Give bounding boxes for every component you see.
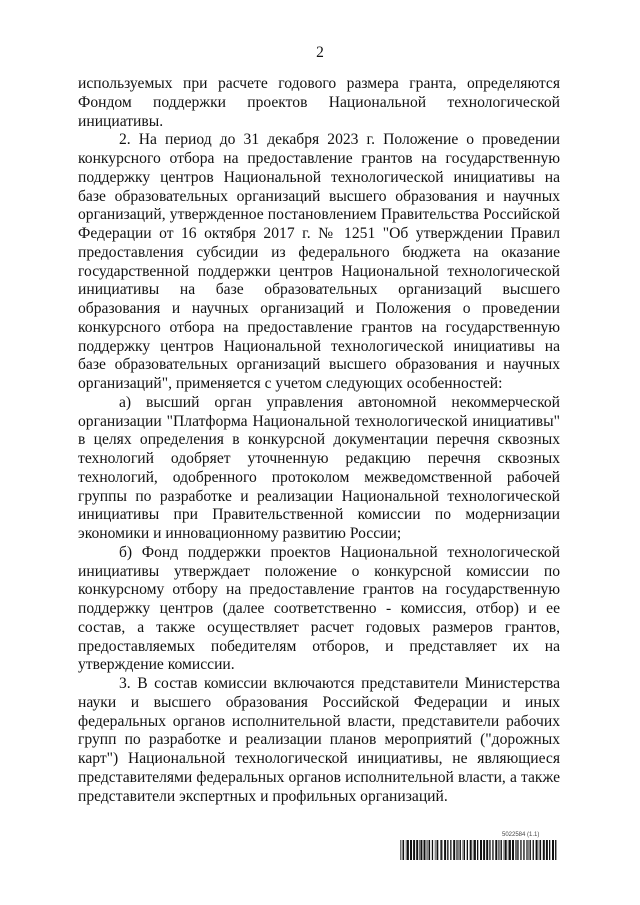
paragraph-subitem-a: а) высший орган управления автономной некоммерческой организации "Платформа Национальной технологической инициативы" в целях определения в конкурсной документации перечня сквозных технологий одобряет уточненную редакцию перечня сквозных технологий, одобренного протоколом межведомственной рабочей группы по разработке и реализации Национальной технологической инициативы при Правительственной комиссии по модернизации экономики и инновационному развитию России;	[78, 393, 560, 542]
barcode-bar	[498, 840, 499, 860]
barcode-bar	[440, 840, 441, 860]
barcode-bar	[447, 840, 448, 860]
barcode-bar	[437, 840, 438, 860]
paragraph-continuation: используемых при расчете годового размера гранта, определяются Фондом поддержки проектов Национальной технологической инициативы.	[78, 75, 560, 130]
barcode-bar	[555, 840, 556, 860]
barcode-bar	[505, 840, 507, 860]
barcode-bar	[480, 840, 482, 860]
barcode-bar	[406, 840, 407, 860]
barcode-bar	[429, 840, 430, 860]
barcode-bar	[400, 840, 401, 860]
barcode-bar	[460, 840, 461, 860]
barcode-bar	[536, 840, 538, 860]
barcode-bar	[407, 840, 409, 860]
barcode-bar	[504, 840, 505, 860]
barcode-bar	[501, 840, 502, 860]
barcode-bar	[483, 840, 485, 860]
paragraph-item-2: 2. На период до 31 декабря 2023 г. Положение о проведении конкурсного отбора на предоставление грантов на государственную поддержку центров Национальной технологической инициативы на базе образовательных организаций высшего образования и научных организаций, утвержденное постановлением Правительства Российской Федерации от 16 октября 2017 г. № 1251 "Об утверждении Правил предоставления субсидии из федерального бюджета на оказание государственной поддержки центров Национальной технологической инициативы на базе образовательных организаций высшего образования и научных организаций и Положения о проведении конкурсного отбора на предоставление грантов на государственную поддержку центров Национальной технологической инициативы на базе образовательных организаций высшего образования и научных организаций", применяется с учетом следующих особенностей:	[78, 131, 560, 392]
barcode-bar	[474, 840, 476, 860]
barcode-bar	[420, 840, 422, 860]
barcode-bar	[463, 840, 464, 860]
barcode-bar	[459, 840, 460, 860]
paragraph-subitem-b: б) Фонд поддержки проектов Национальной технологической инициативы утверждает положение о конкурсной комиссии по конкурсному отбору на предоставление грантов на государственную поддержку центров (далее соответственно - комиссия, отбор) и ее состав, а также осуществляет расчет годовых размеров грантов, предоставляемых победителям отборов, и представляет их на утверждение комиссии.	[78, 543, 560, 674]
barcode-bar	[489, 840, 490, 860]
barcode-bar	[467, 840, 468, 860]
barcode-bar	[403, 840, 404, 860]
barcode-bar	[546, 840, 548, 860]
barcode-bar	[413, 840, 415, 860]
barcode-bar	[464, 840, 465, 860]
barcode-bar	[453, 840, 455, 860]
barcode-bar	[539, 840, 540, 860]
barcode-bar	[435, 840, 436, 860]
barcode-bar	[500, 840, 501, 860]
barcode-bar	[543, 840, 545, 860]
barcode-bar	[549, 840, 550, 860]
paragraph-item-3: 3. В состав комиссии включаются представители Министерства науки и высшего образования Российской Федерации и иных федеральных органов исполнительной власти, представители рабочих групп по разработке и реализации планов мероприятий ("дорожных карт") Национальной технологической инициативы, не являющиеся представителями федеральных органов исполнительной власти, а также представители экспертных и профильных организаций.	[78, 675, 560, 805]
barcode-bar	[517, 840, 518, 860]
barcode-bar	[473, 840, 474, 860]
barcode-bar	[450, 840, 451, 860]
barcode-bar	[477, 840, 478, 860]
barcode-bar	[509, 840, 511, 860]
barcode-bar	[436, 840, 437, 860]
barcode-bar	[457, 840, 458, 860]
document-body	[78, 75, 560, 806]
barcode-bar	[444, 840, 446, 860]
barcode-bar	[515, 840, 516, 860]
barcode-bar	[512, 840, 514, 860]
barcode-bar	[526, 840, 527, 860]
barcode-bar	[470, 840, 472, 860]
barcode-bar	[402, 840, 403, 860]
barcode-bar	[530, 840, 531, 860]
barcode-bar	[428, 840, 429, 860]
barcode-bar	[441, 840, 442, 860]
barcode-bar	[492, 840, 493, 860]
barcode-bar	[508, 840, 509, 860]
page-number: 2	[316, 44, 324, 61]
barcode-bar	[527, 840, 528, 860]
barcode-bar	[533, 840, 534, 860]
barcode-bar	[529, 840, 530, 860]
barcode-bar	[427, 840, 428, 860]
barcode-bar	[432, 840, 433, 860]
barcode-bar	[523, 840, 524, 860]
barcode-bar	[520, 840, 521, 860]
barcode-bar	[552, 840, 554, 860]
barcode-bar	[410, 840, 412, 860]
barcode-bar	[456, 840, 457, 860]
barcode-bar	[424, 840, 426, 860]
barcode-bar	[486, 840, 488, 860]
barcode-bar	[516, 840, 517, 860]
document-code: 5022584 (1.1)	[502, 832, 540, 838]
barcode-bar	[495, 840, 497, 860]
barcode-image	[400, 840, 560, 860]
barcode-bar	[416, 840, 418, 860]
barcode-bar	[540, 840, 541, 860]
barcode-bar	[419, 840, 420, 860]
